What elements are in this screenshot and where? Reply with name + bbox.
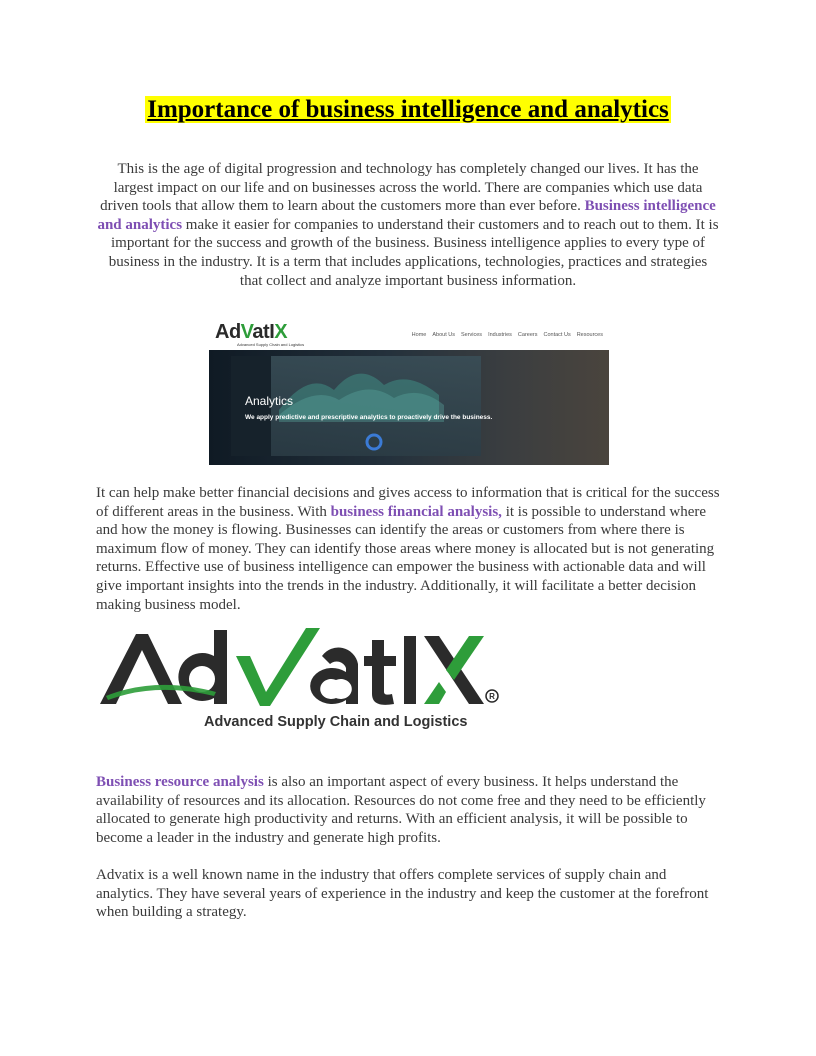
- menu-resources: Resources: [576, 332, 603, 338]
- screenshot-subheading: We apply predictive and prescriptive analytics to proactively drive the business.: [245, 414, 493, 421]
- financial-text-after: it is possible to understand where and how the money is flowing. Businesses can identify the areas or customers from where there is maximum flow of money. They can identify those areas where money is allocated but is not generating returns. Effective use of business intelligence can empower the business with actionable data and will give important insights into the trends in the industry. Additionally, it will facilitate a better decision making business model.: [96, 503, 715, 613]
- advatix-analytics-screenshot: [209, 318, 609, 465]
- advatix-paragraph: Advatix is a well known name in the industry that offers complete services of supply chain and analytics. They have several years of experience in the industry and keep the customer at the forefront when building a strategy.: [96, 867, 709, 921]
- resource-paragraph: [96, 773, 720, 847]
- screenshot-hero: [209, 350, 609, 465]
- screenshot-logo: AdVatIX: [215, 321, 288, 343]
- screenshot-heading: Analytics: [245, 394, 294, 408]
- intro-text-before: This is the age of digital progression and technology has completely changed our lives. It has the largest impact on our life and on businesses across the world. There are companies which use data driven tools that allow them to learn about the customers more than ever before.: [100, 161, 703, 215]
- svg-text:R: R: [489, 692, 495, 701]
- financial-text-before: It can help make better financial decisions and gives access to information that is critical for the success of different areas in the business. With: [96, 485, 720, 520]
- menu-home: Home: [411, 332, 427, 338]
- menu-contact: Contact Us: [543, 332, 571, 338]
- menu-careers: Careers: [517, 332, 538, 338]
- resource-analysis-link[interactable]: Business resource analysis: [96, 774, 264, 790]
- screenshot-logo-tagline: Advanced Supply Chain and Logistics: [237, 342, 305, 347]
- screenshot-navbar: [209, 318, 609, 350]
- intro-paragraph: [96, 160, 720, 290]
- bi-analytics-link[interactable]: Business intelligence and analytics: [97, 198, 716, 233]
- document-title: Importance of business intelligence and analytics: [147, 96, 669, 123]
- menu-about: About Us: [432, 332, 455, 338]
- advatix-logo: [96, 626, 500, 738]
- resource-text-after: is also an important aspect of every business. It helps understand the availability of resources and its allocation. Resources do not come free and they need to be efficiently allocated to generate high productivity and returns. With an efficient analysis, it will be possible to become a leader in the industry and generate high profits.: [96, 774, 706, 846]
- menu-services: Services: [460, 332, 483, 338]
- financial-paragraph: [96, 484, 720, 614]
- financial-analysis-link[interactable]: business financial analysis,: [330, 503, 502, 520]
- advatix-wordmark: [96, 626, 500, 716]
- document-title-wrap: [0, 96, 816, 124]
- menu-industries: Industries: [488, 332, 512, 338]
- intro-text-after: make it easier for companies to understand their customers and to reach out to them. It is important for the success and growth of the business. Business intelligence applies to every type of business in the industry. It is a term that includes applications, technologies, practices and strategies that collect and analyze important business information.: [108, 216, 719, 289]
- screenshot-menu: [412, 332, 603, 338]
- advatix-logo-tagline: Advanced Supply Chain and Logistics: [204, 714, 468, 730]
